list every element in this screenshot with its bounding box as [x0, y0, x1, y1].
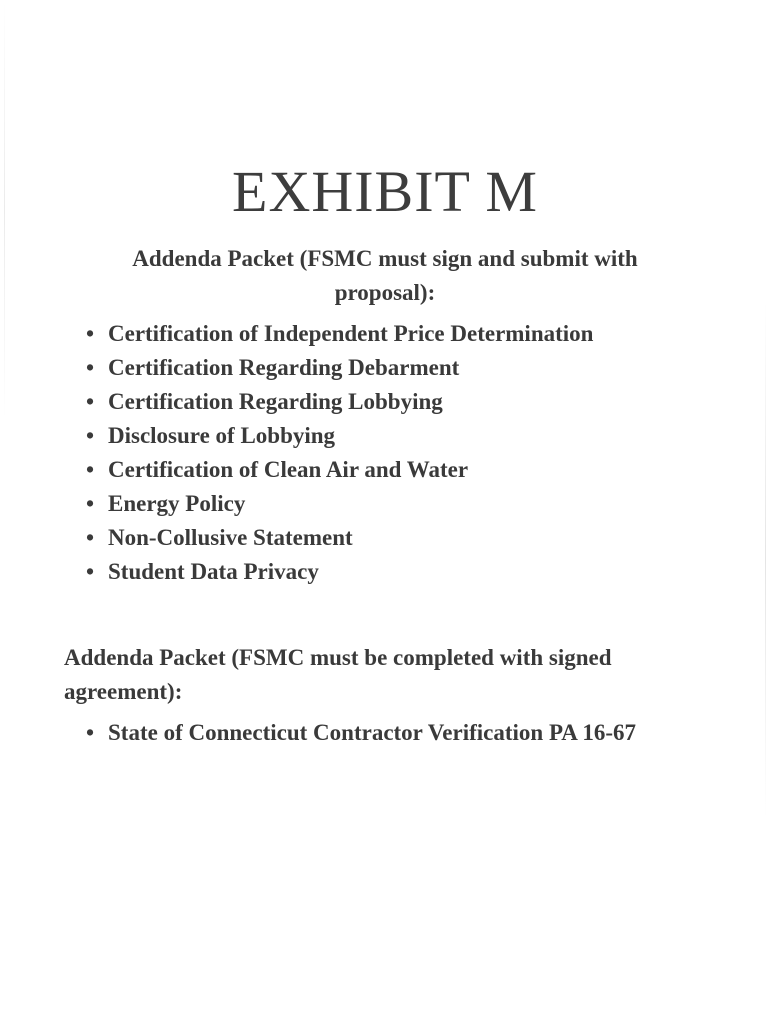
list-item [84, 716, 636, 750]
list-item [84, 351, 593, 385]
list-item-text: Disclosure of Lobbying [108, 423, 336, 448]
section-2-list [84, 716, 636, 750]
bullet-icon: • [86, 321, 95, 346]
section-2-heading: Addenda Packet (FSMC must be completed with signed agreement): [64, 645, 612, 704]
list-item [84, 487, 593, 521]
list-item-text: Student Data Privacy [108, 559, 319, 584]
bullet-icon: • [86, 491, 95, 516]
list-item [84, 317, 593, 351]
section-1-heading: Addenda Packet (FSMC must sign and submit with proposal): [132, 246, 638, 305]
list-item [84, 555, 593, 589]
list-item-text: Energy Policy [108, 491, 246, 516]
list-item [84, 385, 593, 419]
bullet-icon: • [86, 559, 95, 584]
list-item-text: State of Connecticut Contractor Verification PA 16-67 [108, 720, 637, 745]
bullet-icon: • [86, 423, 95, 448]
scan-edge-right [765, 300, 766, 820]
list-item-text: Non-Collusive Statement [108, 525, 353, 550]
bullet-icon: • [86, 525, 95, 550]
list-item [84, 419, 593, 453]
bullet-icon: • [86, 389, 95, 414]
bullet-icon: • [86, 355, 95, 380]
list-item-text: Certification of Clean Air and Water [108, 457, 469, 482]
bullet-icon: • [86, 720, 95, 745]
list-item-text: Certification Regarding Debarment [108, 355, 460, 380]
list-item [84, 521, 593, 555]
page-title: EXHIBIT M [232, 159, 538, 224]
bullet-icon: • [86, 457, 95, 482]
section-1-list [84, 317, 593, 589]
list-item-text: Certification Regarding Lobbying [108, 389, 443, 414]
list-item-text: Certification of Independent Price Determination [108, 321, 594, 346]
list-item [84, 453, 593, 487]
